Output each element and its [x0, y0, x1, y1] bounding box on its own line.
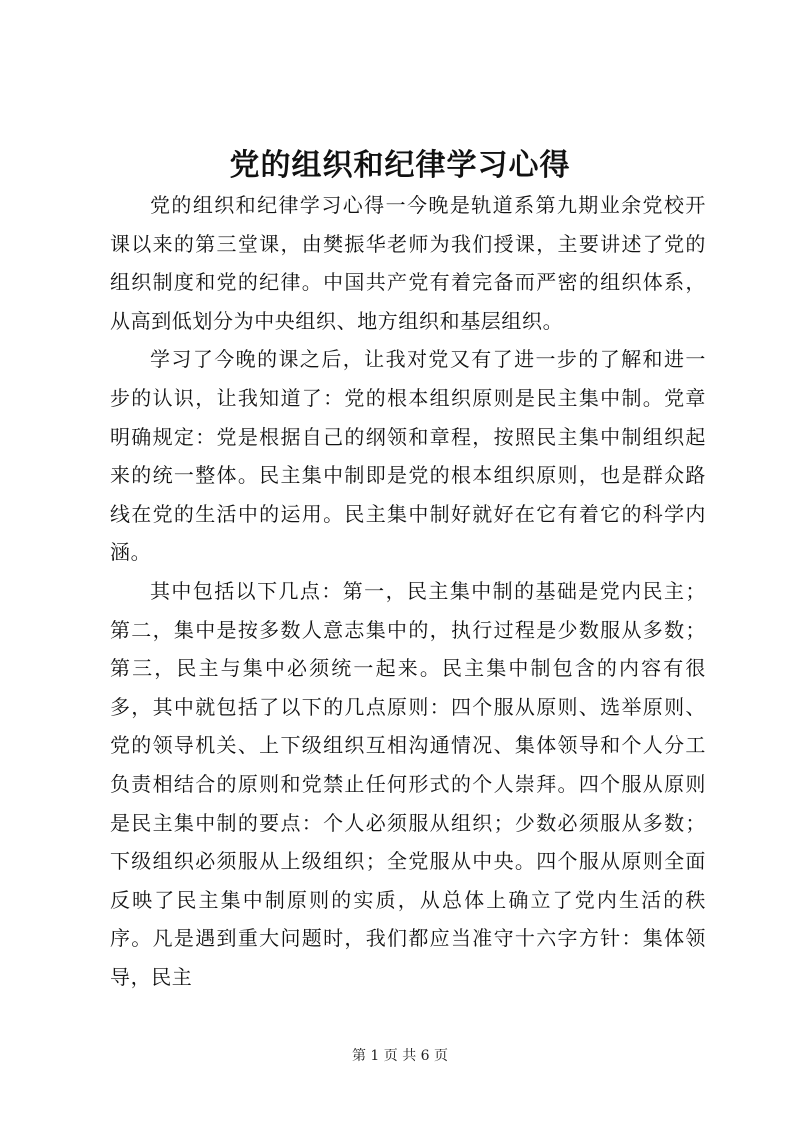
paragraph-3: 其中包括以下几点：第一，民主集中制的基础是党内民主；第二，集中是按多数人意志集中的，执行过程是少数服从多数；第三，民主与集中必须统一起来。民主集中制包含的内容有很多，其中就包括了以下的几点原则：四个服从原则、选举原则、党的领导机关、上下级组织互相沟通情况、集体领导和个人分工负责相结合的原则和党禁止任何形式的个人崇拜。四个服从原则是民主集中制的要点：个人必须服从组织；少数必须服从多数；下级组织必须服从上级组织；全党服从中央。四个服从原则全面反映了民主集中制原则的实质，从总体上确立了党内生活的秩序。凡是遇到重大问题时，我们都应当准守十六字方针：集体领导，民主 — [110, 578, 706, 989]
document-body — [110, 186, 706, 996]
paragraph-1: 党的组织和纪律学习心得一今晚是轨道系第九期业余党校开课以来的第三堂课，由樊振华老师为我们授课，主要讲述了党的组织制度和党的纪律。中国共产党有着完备而严密的组织体系，从高到低划分为中央组织、地方组织和基层组织。 — [110, 193, 706, 333]
paragraph-2: 学习了今晚的课之后，让我对党又有了进一步的了解和进一步的认识，让我知道了：党的根本组织原则是民主集中制。党章明确规定：党是根据自己的纲领和章程，按照民主集中制组织起来的统一整体。民主集中制即是党的根本组织原则，也是群众路线在党的生活中的运用。民主集中制好就好在它有着它的科学内涵。 — [110, 347, 706, 565]
page-footer: 第 1 页 共 6 页 — [351, 1048, 449, 1064]
document-title: 党的组织和纪律学习心得 — [229, 148, 571, 183]
